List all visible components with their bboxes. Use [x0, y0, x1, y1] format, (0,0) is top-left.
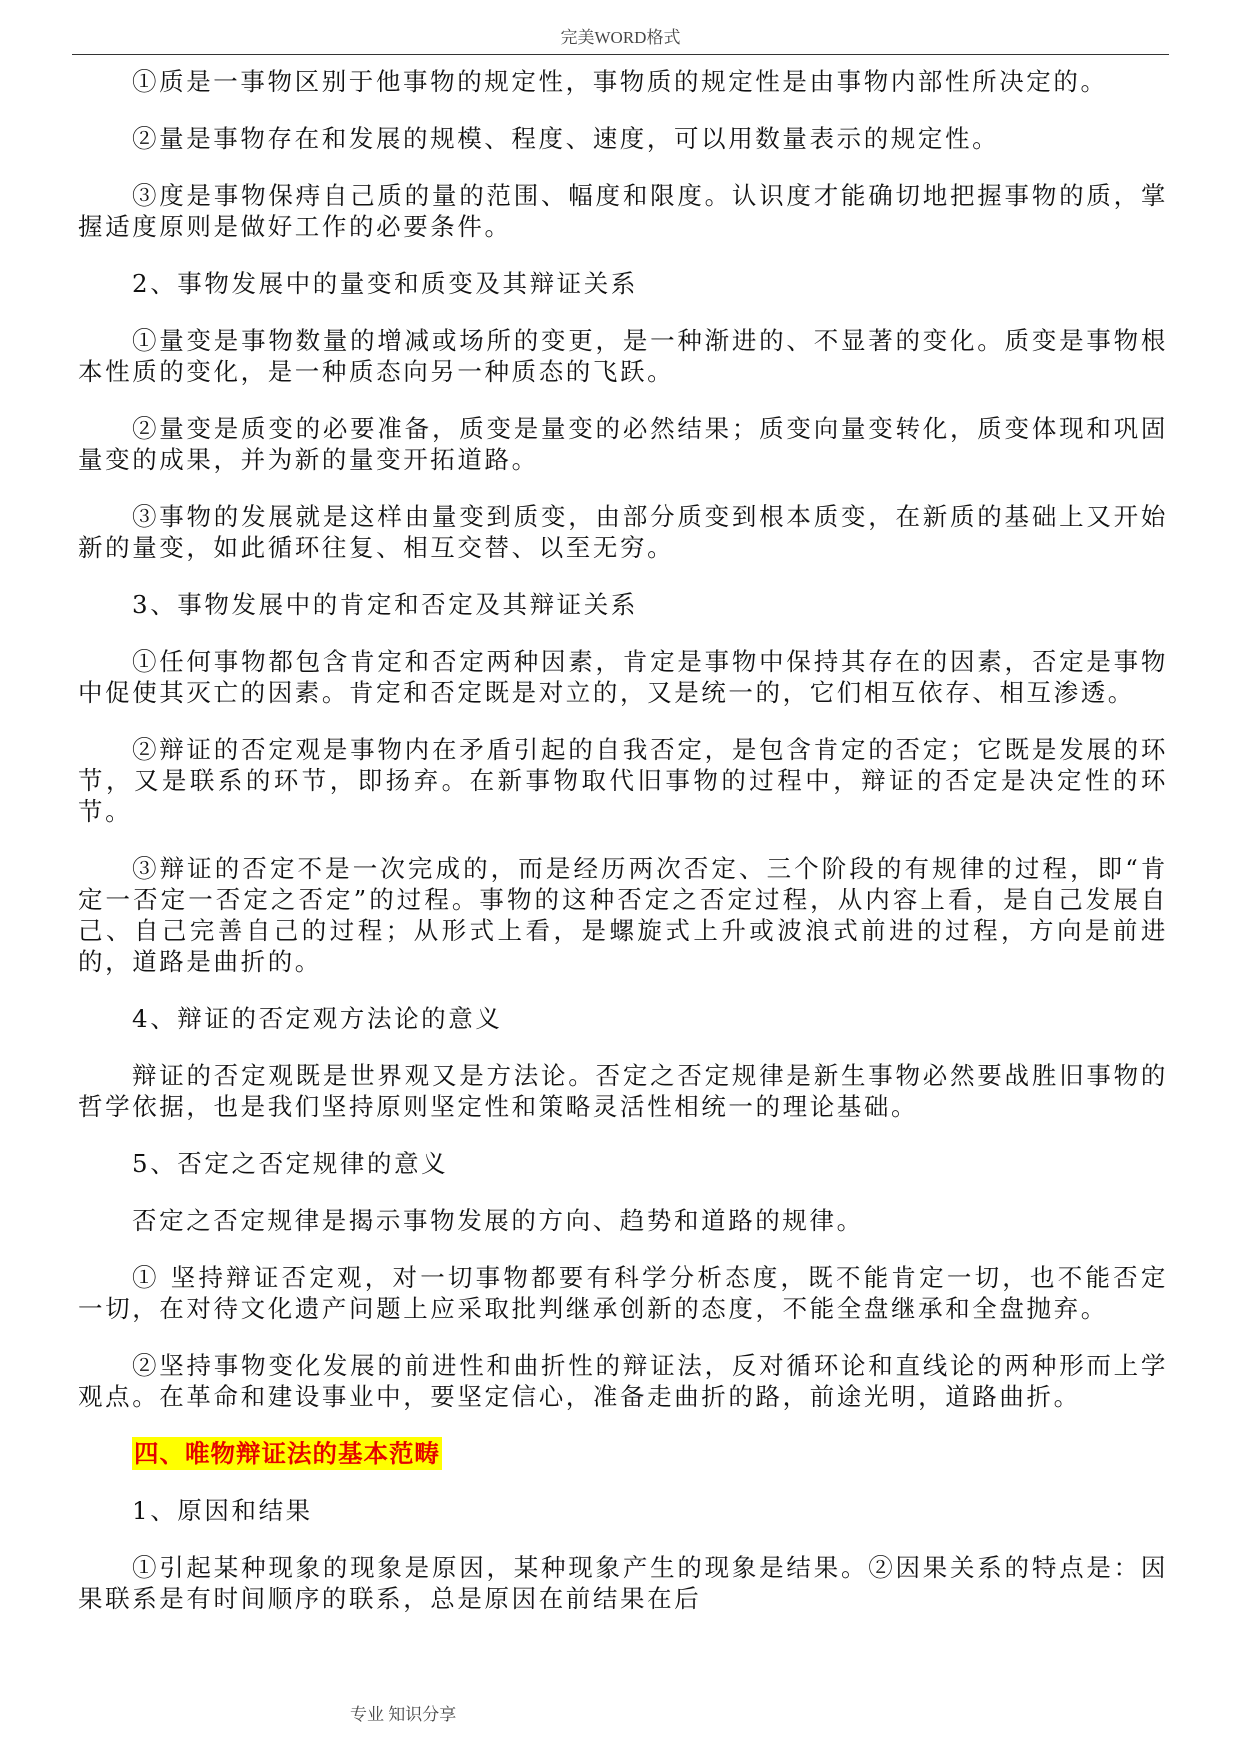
paragraph-progress-twists: ②坚持事物变化发展的前进性和曲折性的辩证法，反对循环论和直线论的两种形而上学观点。在革命和建设事业中，要坚定信心，准备走曲折的路，前途光明，道路曲折。	[78, 1351, 1168, 1411]
footer-text: 专业 知识分享	[350, 1705, 457, 1724]
paragraph-affirmation-negation: ①任何事物都包含肯定和否定两种因素，肯定是事物中保持其存在的因素，否定是事物中促使其灭亡的因素。肯定和否定既是对立的，又是统一的，它们相互依存、相互渗透。	[78, 647, 1168, 707]
paragraph-quantity: ②量是事物存在和发展的规模、程度、速度，可以用数量表示的规定性。	[132, 124, 1000, 153]
document-body	[78, 66, 1168, 1640]
paragraph-degree: ③度是事物保痔自己质的量的范围、幅度和限度。认识度才能确切地把握事物的质，掌握适度原则是做好工作的必要条件。	[78, 181, 1168, 241]
section-title-text: 四、唯物辩证法的基本范畴	[134, 1439, 440, 1468]
heading-quantitative-qualitative-change: 2、事物发展中的量变和质变及其辩证关系	[132, 269, 638, 298]
heading-cause-effect: 1、原因和结果	[132, 1496, 313, 1525]
section-title	[132, 1438, 1168, 1469]
paragraph-negation-law: 否定之否定规律是揭示事物发展的方向、趋势和道路的规律。	[132, 1206, 864, 1235]
page-header	[72, 24, 1169, 55]
paragraph-negation-process: ③辩证的否定不是一次完成的，而是经历两次否定、三个阶段的有规律的过程，即“肯定一否定一否定之否定”的过程。事物的这种否定之否定过程，从内容上看，是自己发展自己、自己完善自己的过程；从形式上看，是螺旋式上升或波浪式前进的过程，方向是前进的，道路是曲折的。	[78, 854, 1168, 976]
heading-affirmation-negation: 3、事物发展中的肯定和否定及其辩证关系	[132, 590, 638, 619]
paragraph-change-relation: ②量变是质变的必要准备，质变是量变的必然结果；质变向量变转化，质变体现和巩固量变的成果，并为新的量变开拓道路。	[78, 414, 1168, 474]
paragraph-cause-effect: ①引起某种现象的现象是原因，某种现象产生的现象是结果。②因果关系的特点是：因果联系是有时间顺序的联系，总是原因在前结果在后	[78, 1553, 1168, 1613]
paragraph-development: ③事物的发展就是这样由量变到质变，由部分质变到根本质变，在新质的基础上又开始新的量变，如此循环往复、相互交替、以至无穷。	[78, 502, 1168, 562]
paragraph-scientific-attitude: ① 坚持辩证否定观，对一切事物都要有科学分析态度，既不能肯定一切，也不能否定一切，在对待文化遗产问题上应采取批判继承创新的态度，不能全盘继承和全盘抛弃。	[78, 1263, 1168, 1323]
header-text: 完美WORD格式	[560, 28, 681, 47]
paragraph-change-definition: ①量变是事物数量的增减或场所的变更，是一种渐进的、不显著的变化。质变是事物根本性质的变化，是一种质态向另一种质态的飞跃。	[78, 326, 1168, 386]
paragraph-quality: ①质是一事物区别于他事物的规定性，事物质的规定性是由事物内部性所决定的。	[132, 67, 1108, 96]
heading-methodology: 4、辩证的否定观方法论的意义	[132, 1004, 503, 1033]
paragraph-methodology: 辩证的否定观既是世界观又是方法论。否定之否定规律是新生事物必然要战胜旧事物的哲学依据，也是我们坚持原则坚定性和策略灵活性相统一的理论基础。	[78, 1061, 1168, 1121]
paragraph-dialectical-negation: ②辩证的否定观是事物内在矛盾引起的自我否定，是包含肯定的否定；它既是发展的环节，又是联系的环节，即扬弃。在新事物取代旧事物的过程中，辩证的否定是决定性的环节。	[78, 735, 1168, 826]
heading-negation-law: 5、否定之否定规律的意义	[132, 1149, 449, 1178]
page-footer	[350, 1700, 456, 1725]
